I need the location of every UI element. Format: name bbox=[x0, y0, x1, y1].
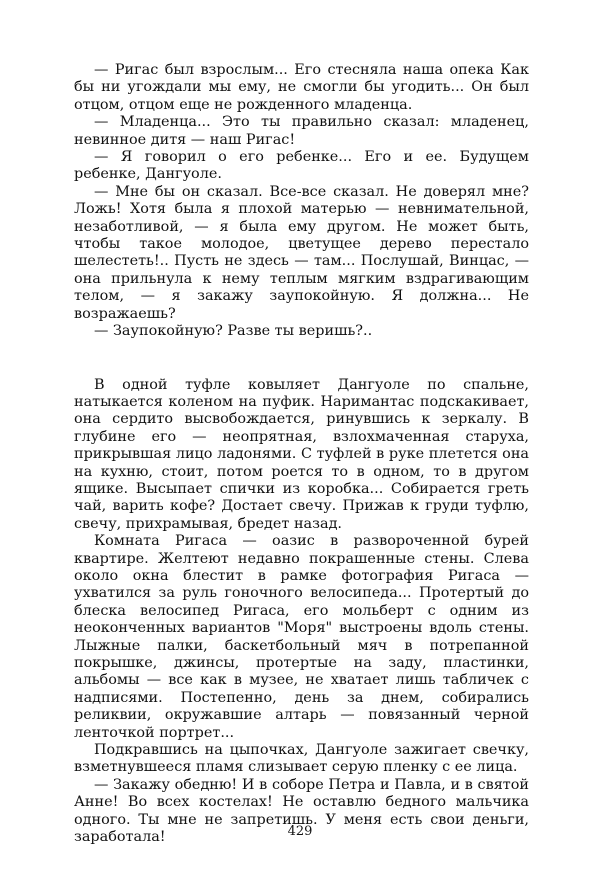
paragraph: Комната Ригаса — оазис в развороченной бурей квартире. Желтеют недавно покрашенные стены. Слева около окна блестит в рамке фотография Ригаса — ухватился за руль гоночного велосипеда... Протертый до блеска велосипед Ригаса, его мольберт с одним из неоконченных вариантов "Моря" выстроены вдоль стены. Лыжные палки, баскетбольный мяч в потрепанной покрышке, джинсы, протертые на заду, пластинки, альбомы — все как в музее, не хватает лишь табличек с надписями. Постепенно, день за днем, собирались реликвии, окружавшие алтарь — повязанный черной ленточкой портрет... bbox=[74, 533, 529, 741]
paragraph: — Закажу обедню! И в соборе Петра и Павла, и в святой Анне! Во всех костелах! Не оставлю бедного мальчика одного. Ты мне не запретишь. У меня есть свои деньги, заработала! bbox=[74, 776, 529, 846]
paragraph: В одной туфле ковыляет Дангуоле по спальне, натыкается коленом на пуфик. Наримантас подскакивает, она сердито высвобождается, ринувшись к зеркалу. В глубине его — неопрятная, взлохмаченная старуха, прикрывшая лицо ладонями. С туфлей в руке плетется она на кухню, стоит, потом роется то в одном, то в другом ящике. Высыпает спички из коробка... Собирается греть чай, варить кофе? Достает свечу. Прижав к груди туфлю, свечу, прихрамывая, бредет назад. bbox=[74, 376, 529, 532]
text-section-narrative bbox=[74, 377, 529, 847]
paragraph: — Заупокойную? Разве ты веришь?.. bbox=[94, 323, 373, 340]
paragraph: — Младенца... Это ты правильно сказал: младенец, невинное дитя — наш Ригас! bbox=[74, 114, 529, 148]
page-number: 429 bbox=[287, 824, 313, 839]
paragraph: Подкравшись на цыпочках, Дангуоле зажигает свечку, взметнувшееся пламя слизывает серую пленку с ее лица. bbox=[74, 742, 529, 776]
paragraph: — Мне бы он сказал. Все-все сказал. Не доверял мне? Ложь! Хотя была я плохой матерью — невнимательной, незаботливой, — я была ему другом. Не может быть, чтобы такое молодое, цветущее дерево перестало шелестеть!.. Пусть не здесь — там... Послушай, Винцас, — она прильнула к нему теплым мягким вздрагивающим телом, — я закажу заупокойную. Я должна... Не возражаешь? bbox=[74, 183, 529, 322]
text-section-dialogue bbox=[74, 62, 529, 341]
book-page-text bbox=[74, 62, 529, 846]
paragraph: — Ригас был взрослым... Его стесняла наша опека Как бы ни угождали мы ему, не смогли бы угодить... Он был отцом, отцом еще не рожденного младенца. bbox=[74, 62, 529, 113]
paragraph: — Я говорил о его ребенке... Его и ее. Будущем ребенке, Дангуоле. bbox=[74, 149, 529, 183]
